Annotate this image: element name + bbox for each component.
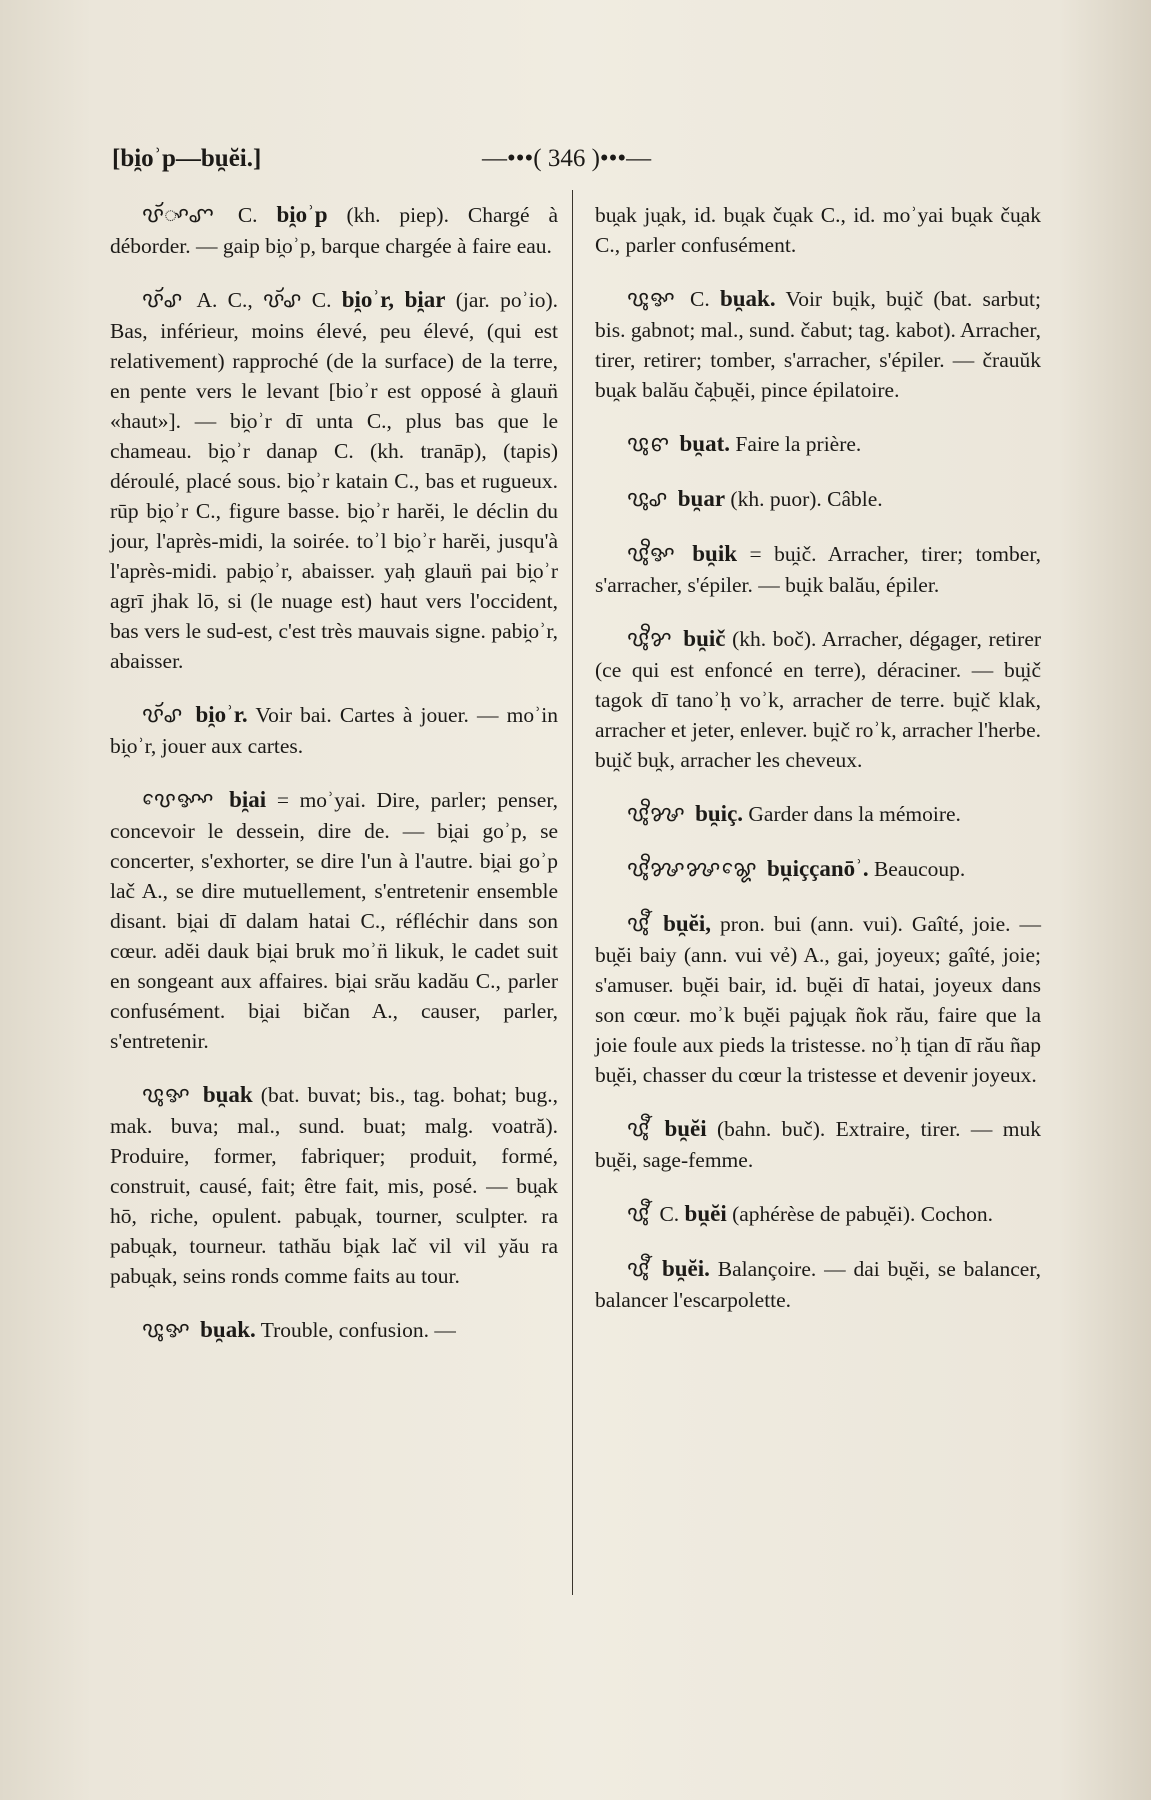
cham-script-glyph: ꨝꨶꨬ — [627, 1202, 651, 1227]
dictionary-entry — [110, 1080, 558, 1291]
dictionary-entry — [595, 854, 1041, 885]
dictionary-entry — [595, 799, 1041, 830]
entry-headword: bu̯ik — [692, 541, 738, 566]
cham-script-glyph: ꨝꨶꨣ — [627, 487, 669, 512]
entry-region: C. — [689, 287, 710, 311]
entry-headword: bu̯iç. — [695, 801, 744, 826]
entry-definition: Voir bu̯ik, bu̯ič (bat. sarbut; bis. gabnot; mal., sund. čabut; tag. kabot). Arracher, tirer, retirer; tomber, s'arracher, s'épiler. — črauŭk bu̯ak balău ča̯bu̯ĕi, pince épilatoire. — [595, 287, 1041, 402]
entry-headword: bu̯at. — [679, 431, 730, 456]
dictionary-entry — [110, 285, 558, 676]
entry-definition: Garder dans la mémoire. — [748, 802, 961, 826]
entry-headword: bu̯ĕi. — [661, 1256, 710, 1281]
entry-headword: bu̯ak. — [200, 1317, 256, 1342]
cham-script-glyph: ꨝꨶꨪꨌ — [627, 627, 673, 652]
entry-definition: (kh. boč). Arracher, dégager, retirer (ce qui est enfoncé en terre), déraciner. — bu̯ič tagok dī tanoʾḥ voʾk, arracher de terre. bu̯ič klak, arracher et jeter, enlever. bu̯ič roʾk, arracher l'herbe. bu̯ič bu̯k, arracher les cheveux. — [595, 627, 1042, 772]
entry-definition: Trouble, confusion. — — [260, 1318, 456, 1342]
entry-headword: bu̯ak. — [719, 286, 776, 311]
entry-continuation — [595, 200, 1041, 260]
cham-script-glyph: ꨝꨶꨀ — [142, 1318, 191, 1343]
entry-region: C. — [659, 1202, 680, 1226]
dictionary-entry — [110, 200, 558, 261]
dictionary-entry — [110, 1315, 558, 1346]
entry-headword: bu̯ak — [202, 1082, 253, 1107]
dictionary-entry — [110, 785, 558, 1056]
entry-definition: Balançoire. — dai bu̯ĕi, se balancer, balancer l'escarpolette. — [595, 1257, 1041, 1312]
entry-headword: bi̯oʾr. — [195, 702, 248, 727]
entry-definition: Beaucoup. — [873, 857, 966, 881]
entry-definition: (kh. puor). Câble. — [730, 487, 883, 511]
entry-headword: bu̯ĕi — [664, 1116, 707, 1141]
dictionary-entry — [110, 700, 558, 761]
dictionary-entry — [595, 1199, 1041, 1230]
cham-script-glyph: ꨝꨶꨬ — [627, 1117, 651, 1142]
entry-definition: pron. bui (ann. vui). Gaîté, joie. — bu̯ĕi baiy (ann. vui vẻ) A., gai, joyeux; gaîté, joie; s'amuser. bu̯ĕi bair, id. bu̯ĕi dī hatai, joyeux dans son cœur. moʾk bu̯ĕi pa̯ju̯ak ñok rău, faire que la joie foule aux pieds la tristesse. noʾḥ ti̯an dī rău ñap bu̯ĕi, chasser du cœur la tristesse et devenir joyeux. — [595, 912, 1041, 1087]
dictionary-entry — [595, 1114, 1041, 1175]
cham-script-glyph: ꨝꨶꨓ — [627, 432, 671, 457]
entry-definition: Faire la prière. — [735, 432, 862, 456]
cham-script-glyph: ꨝꨮꨣ — [142, 703, 184, 728]
cham-script-glyph: ꨝꨮꨳꨚ — [142, 203, 215, 228]
entry-headword: bu̯ar — [677, 486, 726, 511]
page-number: —•••( 346 )•••— — [482, 145, 652, 172]
entry-region: C. — [237, 203, 258, 227]
cham-script-glyph: ꨝꨶꨀ — [627, 287, 676, 312]
column-divider — [572, 190, 573, 1595]
entry-headword: bu̯iççanōʾ. — [767, 856, 869, 881]
dictionary-entry — [595, 429, 1041, 460]
entry-definition: = moʾyai. Dire, parler; penser, concevoir le dessein, dire de. — bi̯ai goʾp, se concerter, s'exhorter, se dire l'un à l'autre. bi̯ai goʾp lač A., se dire mutuellement, s'entretenir ensemble disant. bi̯ai dī dalam hatai C., réfléchir dans son cœur. adĕi dauk bi̯ai bruk moʾn̈ likuk, le cadet suit en songeant aux affaires. bi̯ai srău kadău C., parler confusément. bi̯ai bičan A., causer, parler, s'entretenir. — [110, 788, 559, 1053]
entry-definition: = bu̯ič. Arracher, tirer; tomber, s'arracher, s'épiler. — bu̯ik balău, épiler. — [595, 542, 1041, 597]
cham-script-glyph: ꨝꨮꨣ — [142, 288, 184, 313]
left-column — [110, 200, 558, 1370]
dictionary-entry — [595, 624, 1041, 775]
cham-script-glyph: ꨝꨶꨪꨍꨍꨘꨯ — [627, 857, 758, 882]
entry-headword: bu̯ič — [683, 626, 726, 651]
entry-definition: (aphérèse de pabu̯ĕi). Cochon. — [732, 1202, 993, 1226]
right-column — [595, 200, 1041, 1339]
entry-definition: (jar. poʾio). Bas, inférieur, moins élevé, peu élevé, (qui est relativement) rapproché (de la surface) de la terre, en pente vers le levant [bioʾr est opposé à glaun̈ «haut»]. — bi̯oʾr dī unta C., plus bas que le chameau. bi̯oʾr danap C. (kh. tranāp), (tapis) déroulé, placé sous. bi̯oʾr katain C., bas et rugueux. rūp bi̯oʾr C., figure basse. bi̯oʾr harĕi, le déclin du jour, l'après-midi, la soirée. toʾl bi̯oʾr harĕi, jusqu'à l'après-midi. pabi̯oʾr, abaisser. yaḥ glaun̈ pai bi̯oʾr agrī jhak lō, si (le nuage est) haut vers l'occident, bas vers le sud-est, c'est très mauvais signe. pabi̯oʾr, abaisser. — [110, 288, 558, 673]
dictionary-entry — [595, 284, 1041, 405]
cham-script-glyph: ꨝꨶꨪꨍ — [627, 802, 686, 827]
cham-script-glyph: ꨝꨶꨀ — [142, 1083, 191, 1108]
cham-script-glyph: ꨝꨯꨀꨳ — [142, 788, 215, 813]
entry-headword: bu̯ĕi, — [663, 911, 712, 936]
entry-definition: (kh. piep). Chargé à déborder. — gaip bi̯oʾp, barque chargée à faire eau. — [110, 203, 559, 258]
dictionary-entry — [595, 1254, 1041, 1315]
cham-script-glyph: ꨝꨶꨬ — [627, 1257, 651, 1282]
dictionary-entry — [595, 484, 1041, 515]
entry-definition: Voir bai. Cartes à jouer. — moʾin bi̯oʾr, jouer aux cartes. — [110, 703, 558, 758]
entry-definition: bu̯ak ju̯ak, id. bu̯ak ču̯ak C., id. moʾyai bu̯ak ču̯ak C., parler confusément. — [595, 203, 1041, 257]
dictionary-entry — [595, 909, 1041, 1090]
entry-headword: bi̯ai — [229, 787, 267, 812]
entry-definition: (bat. buvat; bis., tag. bohat; bug., mak. buva; mal., sund. buat; malg. voatră). Produire, former, fabriquer; produit, formé, construit, causé, fait; être fait, mis, posé. — bu̯ak hō, riche, opulent. pabu̯ak, tourner, sculpter. ra pabu̯ak, tourneur. tathău bi̯ak lač vil vil yău ra pabu̯ak, seins ronds comme faits au tour. — [110, 1083, 559, 1288]
entry-definition: (bahn. buč). Extraire, tirer. — muk bu̯ĕi, sage-femme. — [595, 1117, 1041, 1172]
entry-headword: bi̯oʾp — [276, 202, 328, 227]
entry-headword: bi̯oʾr, bi̯ar — [341, 287, 446, 312]
cham-script-glyph: ꨝꨶꨬ — [627, 912, 651, 937]
running-head: [bi̯oʾp—bu̯ĕi.] — [112, 145, 262, 172]
dictionary-entry — [595, 539, 1041, 600]
page-header — [112, 145, 1041, 185]
entry-headword: bu̯ĕi — [684, 1201, 727, 1226]
cham-script-glyph: ꨝꨶꨪꨀ — [627, 542, 676, 567]
entry-region: A. C., ꨝꨮꨣ C. — [196, 288, 332, 312]
